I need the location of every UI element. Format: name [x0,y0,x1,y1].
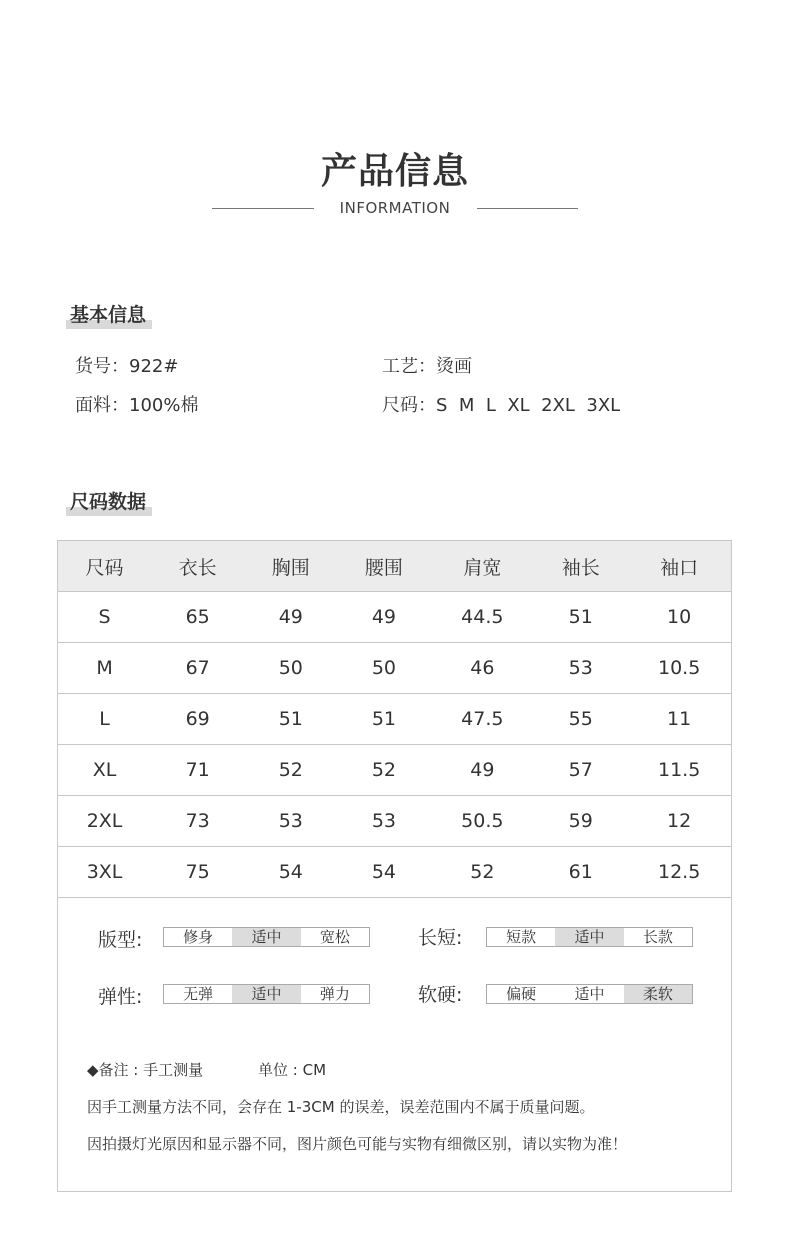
size-list: 尺码：S M L XL 2XL 3XL [382,395,621,416]
page-subtitle: INFORMATION [339,199,451,217]
length-label: 长短: [418,927,463,949]
table-cell: 11 [627,694,731,745]
basic-info-heading: 基本信息 [70,300,146,327]
elasticity-scale [163,984,370,1004]
softness-option: 适中 [574,985,605,1003]
length-option: 长款 [642,928,673,946]
fit-label: 版型: [98,929,143,951]
table-cell: 53 [534,643,627,694]
softness-scale [486,984,693,1004]
length-scale [486,927,693,947]
elasticity-option: 弹力 [319,985,350,1003]
fabric: 面料：100%棉 [75,395,199,416]
subtitle-row [0,199,790,219]
table-cell: M [58,643,151,694]
table-cell: 50 [244,643,337,694]
table-row [58,694,731,745]
table-cell: 59 [534,796,627,847]
column-header: 袖长 [534,541,627,592]
table-cell: 44.5 [431,592,535,643]
softness-option: 柔软 [624,985,692,1003]
length-option: 适中 [555,928,623,946]
disclaimer-color: 因拍摄灯光原因和显示器不同，图片颜色可能与实物有细微区别，请以实物为准！ [87,1135,628,1153]
column-header: 肩宽 [431,541,535,592]
table-cell: XL [58,745,151,796]
craft: 工艺：烫画 [382,356,472,377]
fit-option: 适中 [232,928,300,946]
table-cell: 61 [534,847,627,898]
table-cell: 52 [431,847,535,898]
column-header: 胸围 [244,541,337,592]
table-cell: 67 [151,643,244,694]
remark-note: ◆备注 : 手工测量 [87,1061,204,1079]
table-cell: 3XL [58,847,151,898]
table-row [58,643,731,694]
fit-scale [163,927,370,947]
table-cell: 55 [534,694,627,745]
size-table [58,541,731,898]
table-cell: 10 [627,592,731,643]
softness-label: 软硬: [418,984,463,1006]
column-header: 腰围 [337,541,430,592]
table-cell: 69 [151,694,244,745]
table-cell: 52 [244,745,337,796]
table-row [58,847,731,898]
table-cell: 51 [337,694,430,745]
table-cell: 12 [627,796,731,847]
table-cell: 53 [337,796,430,847]
column-header: 尺码 [58,541,151,592]
table-cell: 71 [151,745,244,796]
table-cell: 47.5 [431,694,535,745]
table-cell: 54 [244,847,337,898]
table-cell: 12.5 [627,847,731,898]
size-table-container [57,540,732,1192]
page-title: 产品信息 [320,151,469,192]
column-header: 袖口 [627,541,731,592]
table-cell: 49 [337,592,430,643]
table-cell: 50.5 [431,796,535,847]
table-row [58,796,731,847]
disclaimer-measurement: 因手工测量方法不同，会存在 1-3CM 的误差，误差范围内不属于质量问题。 [87,1098,595,1116]
table-cell: 54 [337,847,430,898]
table-cell: 51 [534,592,627,643]
table-row [58,745,731,796]
table-cell: S [58,592,151,643]
item-number: 货号：922# [75,356,179,377]
size-data-heading: 尺码数据 [70,487,146,514]
table-cell: 46 [431,643,535,694]
column-header: 衣长 [151,541,244,592]
table-header-row [58,541,731,592]
table-cell: L [58,694,151,745]
table-cell: 50 [337,643,430,694]
table-cell: 49 [244,592,337,643]
fit-option: 修身 [183,928,214,946]
unit-note: 单位 : CM [258,1061,327,1079]
table-cell: 52 [337,745,430,796]
fit-option: 宽松 [319,928,350,946]
elasticity-option: 无弹 [183,985,214,1003]
elasticity-label: 弹性: [98,986,143,1008]
divider-right [477,208,578,209]
table-cell: 73 [151,796,244,847]
table-row [58,592,731,643]
softness-option: 偏硬 [506,985,537,1003]
table-cell: 53 [244,796,337,847]
table-cell: 75 [151,847,244,898]
table-cell: 11.5 [627,745,731,796]
table-cell: 51 [244,694,337,745]
table-cell: 2XL [58,796,151,847]
elasticity-option: 适中 [232,985,300,1003]
table-cell: 65 [151,592,244,643]
table-cell: 57 [534,745,627,796]
length-option: 短款 [506,928,537,946]
table-cell: 10.5 [627,643,731,694]
table-cell: 49 [431,745,535,796]
